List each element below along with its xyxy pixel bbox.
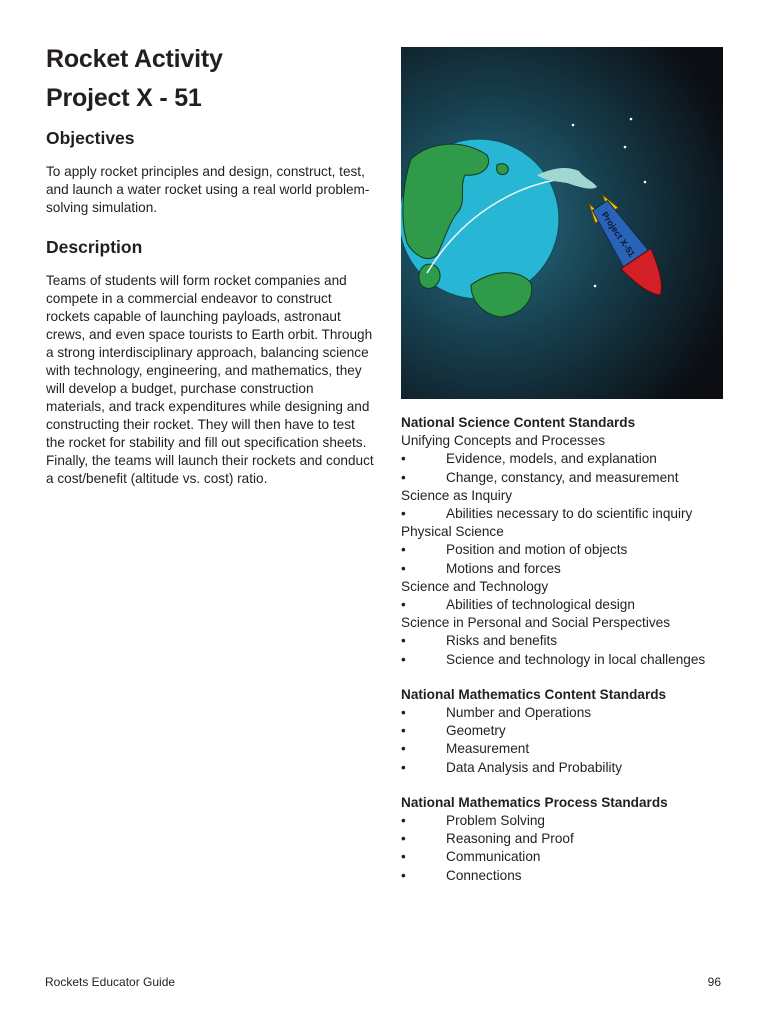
list-item [401, 867, 741, 885]
bullet: • [401, 651, 406, 667]
bullet: • [401, 560, 406, 576]
bullet: • [401, 633, 406, 649]
bullet: • [401, 451, 406, 467]
description-text: Teams of students will form rocket companies and compete in a commercial endeavor to construct rockets capable of launching payloads, astronaut crews, and even space tourists to Earth orbit. Through a strong interdisciplinary approach, balancing science with technology, engineering, and mathematics, they will develop a budget, purchase construction materials, and track expenditures while designing and constructing their rocket. They will then have to test the rocket for stability and fill out specification sheets. Finally, the teams will launch their rockets and conduct a cost/benefit (altitude vs. cost) ratio. [46, 273, 374, 486]
math-process-standards [401, 794, 741, 885]
list-item [401, 848, 741, 866]
left-column [46, 40, 376, 488]
science-standards-title: National Science Content Standards [401, 415, 636, 430]
title-line-1: Rocket Activity [46, 45, 223, 73]
description-heading: Description [46, 237, 143, 257]
list-item [401, 560, 741, 578]
bullet: • [401, 867, 406, 883]
bullet: • [401, 506, 406, 522]
list-item [401, 740, 741, 758]
item-text: Number and Operations [446, 705, 592, 721]
list-item [401, 450, 741, 468]
page-footer [45, 975, 721, 989]
standards-column [401, 414, 741, 902]
item-text: Geometry [446, 723, 506, 739]
list-item [401, 651, 741, 669]
bullet: • [401, 831, 406, 847]
item-text: Problem Solving [446, 813, 545, 829]
bullet: • [401, 849, 406, 865]
bullet: • [401, 723, 406, 739]
item-text: Evidence, models, and explanation [446, 451, 657, 467]
list-item [401, 632, 741, 650]
star [594, 285, 597, 288]
page-number: 96 [707, 975, 721, 989]
page-title [46, 40, 376, 118]
list-item [401, 505, 741, 523]
list-item [401, 812, 741, 830]
list-item [401, 596, 741, 614]
item-text: Connections [446, 867, 522, 883]
subsection-label: Unifying Concepts and Processes [401, 433, 606, 449]
list-item [401, 722, 741, 740]
bullet: • [401, 542, 406, 558]
star [644, 181, 647, 184]
item-text: Risks and benefits [446, 633, 558, 649]
rocket-label: Project X-51 [599, 209, 637, 259]
science-standards [401, 414, 741, 669]
math-content-standards-title: National Mathematics Content Standards [401, 686, 667, 702]
bullet: • [401, 813, 406, 829]
item-text: Motions and forces [446, 560, 561, 576]
bullet: • [401, 469, 406, 485]
objectives-text: To apply rocket principles and design, construct, test, and launch a water rocket using a real world problem-solving simulation. [46, 164, 370, 215]
bullet: • [401, 741, 406, 757]
star [624, 146, 627, 149]
star [572, 124, 575, 127]
list-item [401, 469, 741, 487]
subsection-label: Science and Technology [401, 578, 549, 594]
subsection-label: Science in Personal and Social Perspectives [401, 615, 671, 631]
subsection-label: Science as Inquiry [401, 487, 513, 503]
rocket-illustration [401, 47, 723, 399]
math-process-standards-title: National Mathematics Process Standards [401, 794, 668, 810]
island [497, 164, 509, 175]
list-item [401, 541, 741, 559]
item-text: Abilities necessary to do scientific inquiry [446, 506, 693, 522]
item-text: Change, constancy, and measurement [446, 469, 679, 485]
item-text: Abilities of technological design [446, 597, 635, 613]
math-content-standards [401, 686, 741, 777]
space-scene [401, 47, 723, 399]
item-text: Measurement [446, 741, 530, 757]
objectives-heading: Objectives [46, 128, 135, 148]
list-item [401, 704, 741, 722]
bullet: • [401, 705, 406, 721]
item-text: Communication [446, 849, 541, 865]
bullet: • [401, 759, 406, 775]
title-line-2: Project X - 51 [46, 84, 202, 112]
star [630, 118, 633, 121]
list-item [401, 830, 741, 848]
list-item [401, 759, 741, 777]
footer-guide-title: Rockets Educator Guide [45, 975, 176, 989]
subsection-label: Physical Science [401, 524, 504, 540]
item-text: Science and technology in local challenges [446, 651, 706, 667]
item-text: Reasoning and Proof [446, 831, 574, 847]
item-text: Position and motion of objects [446, 542, 628, 558]
bullet: • [401, 597, 406, 613]
item-text: Data Analysis and Probability [446, 759, 623, 775]
